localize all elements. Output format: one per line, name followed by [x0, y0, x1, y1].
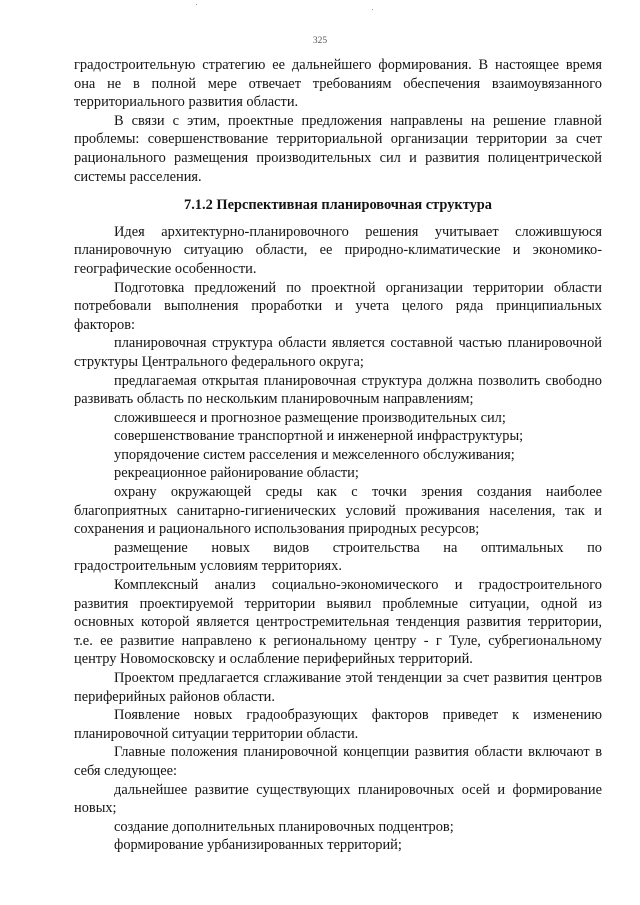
- list-item: планировочная структура области является составной частью планировочной структуры Центрального федерального округа;: [74, 335, 602, 370]
- section-heading: 7.1.2 Перспективная планировочная структура: [184, 197, 492, 214]
- paragraph: градостроительную стратегию ее дальнейшего формирования. В настоящее время она не в полной мере отвечает требованиям обеспечения взаимоувязанного территориального развития области.: [74, 57, 602, 111]
- list-item: рекреационное районирование области;: [114, 465, 359, 482]
- list-item: создание дополнительных планировочных подцентров;: [114, 818, 454, 835]
- list-item: совершенствование транспортной и инженерной инфраструктуры;: [114, 428, 524, 445]
- document-body: [74, 56, 602, 855]
- list-item: предлагаемая открытая планировочная структура должна позволить свободно развивать область по нескольким планировочным направлениям;: [74, 372, 602, 408]
- paragraph: Идея архитектурно-планировочного решения учитывает сложившуюся планировочную ситуацию области, ее природно-климатические и экономико-географические особенности.: [74, 223, 602, 277]
- scan-speck: [196, 4, 197, 5]
- list-item: охрану окружающей среды как с точки зрения создания наиболее благоприятных санитарно-гигиенических условий проживания населения, так и сохранения и рационального использования природных ресурсов;: [74, 484, 602, 538]
- list-item: формирование урбанизированных территорий;: [114, 837, 402, 854]
- list-item: дальнейшее развитие существующих планировочных осей и формирование новых;: [74, 781, 602, 817]
- list-item: упорядочение систем расселения и межселенного обслуживания;: [114, 446, 515, 463]
- paragraph: Проектом предлагается сглаживание этой тенденции за счет развития центров периферийных районов области.: [74, 670, 602, 705]
- paragraph: Подготовка предложений по проектной организации территории области потребовали выполнения проработки и учета целого ряда принципиальных факторов:: [74, 279, 602, 333]
- paragraph: Появление новых градообразующих факторов приведет к изменению планировочной ситуации территории области.: [74, 707, 602, 742]
- paragraph: Комплексный анализ социально-экономического и градостроительного развития проектируемой территории выявил проблемные ситуации, одной из основных которой является центростремительная тенденция развития территории, т.е. ее развитие направлено к региональному центру - г Туле, субрегиональному центру Новомосковску и ослабление периферийных территорий.: [74, 577, 602, 668]
- paragraph: Главные положения планировочной концепции развития области включают в себя следующее:: [74, 744, 602, 779]
- page-number: 325: [312, 36, 328, 46]
- paragraph: В связи с этим, проектные предложения направлены на решение главной проблемы: совершенствование территориальной организации территории за счет рационального размещения производительных сил и развития полицентрической системы расселения.: [74, 112, 602, 185]
- list-item: сложившееся и прогнозное размещение производительных сил;: [114, 409, 506, 426]
- list-item: размещение новых видов строительства на оптимальных по градостроительным условиям территориях.: [74, 539, 602, 575]
- scan-speck: [372, 9, 373, 10]
